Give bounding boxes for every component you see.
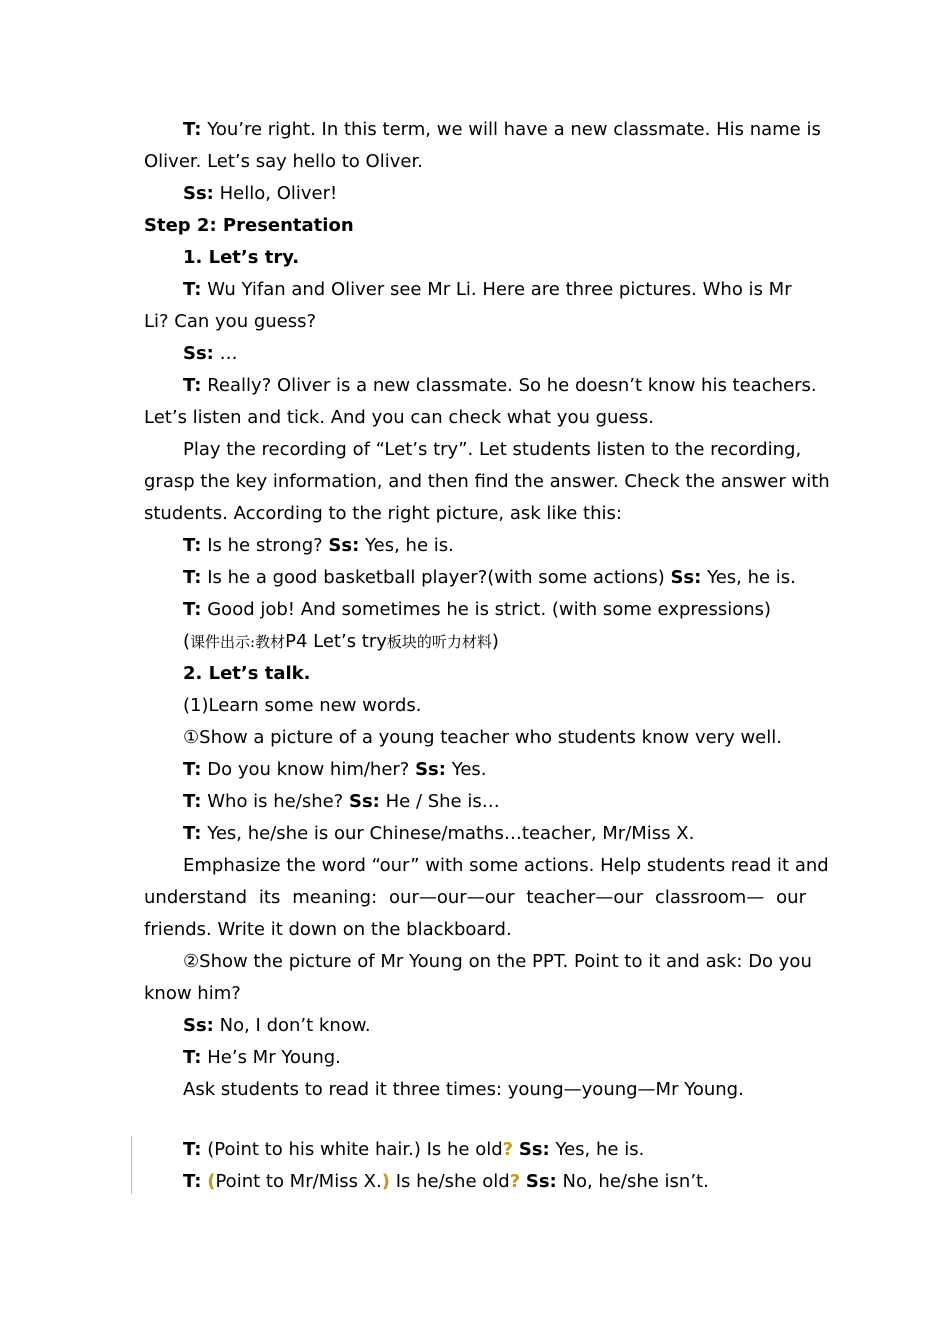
speaker-label: T: bbox=[183, 1047, 202, 1068]
paragraph-line: grasp the key information, and then find the answer. Check the answer with bbox=[144, 471, 830, 492]
line-text: … bbox=[219, 343, 238, 364]
speaker-label: T: bbox=[183, 375, 202, 396]
line-text: Yes. bbox=[451, 759, 487, 780]
dialogue-line bbox=[183, 565, 796, 591]
paragraph-line bbox=[183, 181, 337, 207]
speaker-label: Ss: bbox=[348, 791, 380, 812]
speaker-label: T: bbox=[183, 759, 202, 780]
speaker-label: Ss: bbox=[183, 1015, 214, 1036]
step-heading: Step 2: Presentation bbox=[144, 215, 354, 236]
paragraph-line: Ask students to read it three times: young—young—Mr Young. bbox=[183, 1079, 744, 1100]
line-text: Who is he/she? bbox=[207, 791, 344, 812]
dialogue-line bbox=[183, 1169, 709, 1195]
justified-line bbox=[144, 885, 806, 911]
paragraph-line bbox=[183, 373, 817, 399]
line-text: Wu Yifan and Oliver see Mr Li. Here are three pictures. Who is Mr bbox=[207, 279, 792, 300]
line-text: You’re right. In this term, we will have a new classmate. His name is bbox=[207, 119, 821, 140]
line-text: Good job! And sometimes he is strict. (with some expressions) bbox=[207, 599, 772, 620]
dialogue-line bbox=[183, 821, 694, 847]
subsection-heading bbox=[183, 245, 299, 271]
paragraph-line: Let’s listen and tick. And you can check what you guess. bbox=[144, 407, 654, 428]
speaker-label: Ss: bbox=[183, 343, 214, 364]
dialogue-line bbox=[183, 757, 487, 783]
line-text: Really? Oliver is a new classmate. So he doesn’t know his teachers. bbox=[207, 375, 817, 396]
paragraph-line: (1)Learn some new words. bbox=[183, 695, 422, 716]
word: classroom— bbox=[655, 887, 765, 908]
courseware-note bbox=[183, 629, 499, 655]
note-english-text: P4 Let’s try bbox=[285, 631, 387, 652]
speaker-label: Ss: bbox=[670, 567, 702, 588]
line-text: No, I don’t know. bbox=[219, 1015, 371, 1036]
line-text: Is he strong? bbox=[207, 535, 323, 556]
dialogue-line bbox=[183, 789, 500, 815]
line-text: He’s Mr Young. bbox=[207, 1047, 341, 1068]
word: our—our—our bbox=[389, 887, 515, 908]
speaker-label: Ss: bbox=[518, 1139, 550, 1160]
line-text: Hello, Oliver! bbox=[219, 183, 338, 204]
dialogue-line bbox=[183, 597, 771, 623]
line-text: He / She is… bbox=[385, 791, 500, 812]
speaker-label: T: bbox=[183, 535, 202, 556]
paragraph-line bbox=[183, 341, 238, 367]
line-text: No, he/she isn’t. bbox=[562, 1171, 709, 1192]
paragraph-line: know him? bbox=[144, 983, 241, 1004]
paragraph-line: ①Show a picture of a young teacher who students know very well. bbox=[183, 727, 782, 748]
speaker-label: T: bbox=[183, 1171, 202, 1192]
dialogue-line bbox=[183, 1137, 644, 1163]
speaker-label: Ss: bbox=[328, 535, 360, 556]
paragraph-line: Li? Can you guess? bbox=[144, 311, 317, 332]
paragraph-line: Emphasize the word “our” with some actions. Help students read it and bbox=[183, 855, 829, 876]
word: understand bbox=[144, 887, 248, 908]
speaker-label: T: bbox=[183, 567, 202, 588]
line-text: Point to Mr/Miss X. bbox=[215, 1171, 382, 1192]
line-text: Is he/she old bbox=[395, 1171, 510, 1192]
line-text: Do you know him/her? bbox=[207, 759, 410, 780]
speaker-label: Ss: bbox=[525, 1171, 557, 1192]
line-text: Yes, he is. bbox=[707, 567, 796, 588]
change-bar bbox=[131, 1136, 132, 1194]
dialogue-line bbox=[183, 1013, 371, 1039]
speaker-label: Ss: bbox=[183, 183, 214, 204]
speaker-label: T: bbox=[183, 1139, 202, 1160]
word: our bbox=[776, 887, 806, 908]
word: its bbox=[258, 887, 281, 908]
paragraph-line: friends. Write it down on the blackboard. bbox=[144, 919, 512, 940]
paragraph-line: students. According to the right picture, ask like this: bbox=[144, 503, 622, 524]
paragraph-line bbox=[183, 117, 821, 143]
paren-open: ( bbox=[183, 631, 191, 652]
paragraph-line: ②Show the picture of Mr Young on the PPT. Point to it and ask: Do you bbox=[183, 951, 812, 972]
highlight-mark: ? bbox=[509, 1171, 521, 1192]
speaker-label: T: bbox=[183, 823, 202, 844]
line-text: Yes, he is. bbox=[555, 1139, 645, 1160]
line-text: Is he a good basketball player?(with some actions) bbox=[207, 567, 665, 588]
word: meaning: bbox=[292, 887, 378, 908]
line-text: Yes, he/she is our Chinese/maths…teacher, Mr/Miss X. bbox=[207, 823, 695, 844]
speaker-label: T: bbox=[183, 279, 202, 300]
highlight-mark: ( bbox=[207, 1171, 216, 1192]
dialogue-line bbox=[183, 1045, 341, 1071]
section-heading bbox=[144, 213, 354, 239]
note-chinese-text: 板块的听力材料 bbox=[386, 633, 492, 651]
line-text: (Point to his white hair.) Is he old bbox=[207, 1139, 503, 1160]
note-chinese-text: 课件出示:教材 bbox=[190, 633, 286, 651]
paragraph-line bbox=[183, 277, 792, 303]
dialogue-line bbox=[183, 533, 454, 559]
lets-try-heading: 1. Let’s try. bbox=[183, 247, 300, 268]
speaker-label: T: bbox=[183, 791, 202, 812]
speaker-label: Ss: bbox=[415, 759, 446, 780]
word: teacher—our bbox=[526, 887, 644, 908]
paren-close: ) bbox=[491, 631, 499, 652]
highlight-mark: ? bbox=[502, 1139, 514, 1160]
paragraph-line: Oliver. Let’s say hello to Oliver. bbox=[144, 151, 423, 172]
speaker-label: T: bbox=[183, 599, 202, 620]
speaker-label: T: bbox=[183, 119, 202, 140]
line-text: Yes, he is. bbox=[365, 535, 454, 556]
paragraph-line: Play the recording of “Let’s try”. Let students listen to the recording, bbox=[183, 439, 802, 460]
subsection-heading bbox=[183, 661, 310, 687]
highlight-mark: ) bbox=[381, 1171, 390, 1192]
lets-talk-heading: 2. Let’s talk. bbox=[183, 663, 311, 684]
